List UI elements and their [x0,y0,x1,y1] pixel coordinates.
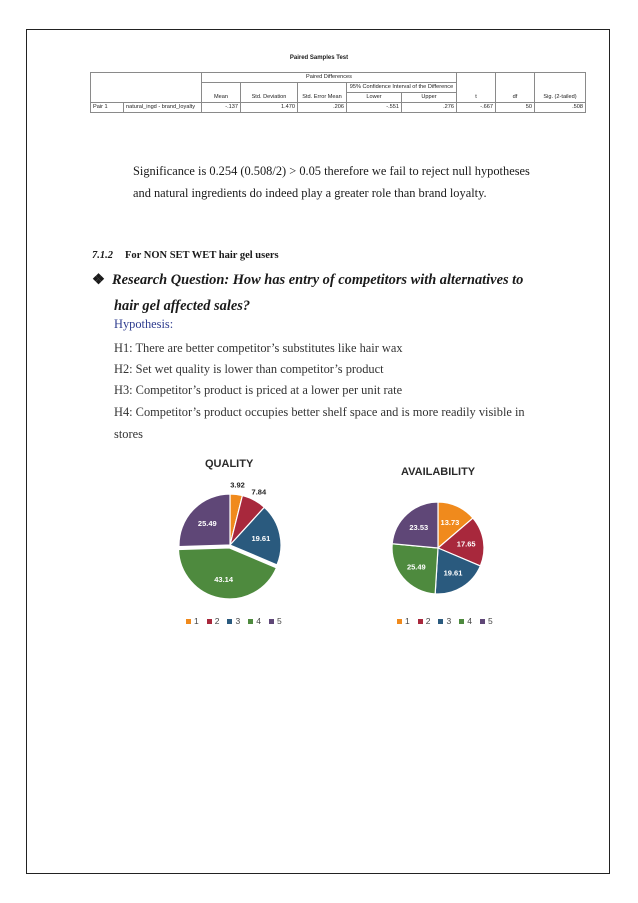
cell-upper: .276 [402,103,457,113]
legend-item-2 [418,616,431,626]
diamond-bullet-icon: ❖ [92,272,105,288]
hypothesis-1: H1: There are better competitor’s substitutes like hair wax [114,341,403,355]
legend-item-5 [480,616,493,626]
legend-item-3 [438,616,451,626]
section-number: 7.1.2 [92,250,113,261]
legend-item-1 [397,616,410,626]
section-heading [92,250,279,261]
legend-swatch-1 [186,619,191,624]
legend-label-4: 4 [256,616,261,626]
table-corner [91,73,202,103]
cell-sig: .508 [535,103,586,113]
legend-item-3 [227,616,240,626]
ci-header: 95% Confidence Interval of the Difference [347,83,457,93]
availability-chart-title: AVAILABILITY [401,466,476,478]
hypothesis-4: H4: Competitor’s product occupies better shelf space and is more readily visible in [114,405,525,419]
col-t: t [457,73,496,103]
quality-legend [186,616,282,626]
legend-label-3: 3 [235,616,241,626]
legend-swatch-3 [227,619,232,624]
cell-df: 50 [496,103,535,113]
cell-mean: -.137 [202,103,241,113]
col-upper: Upper [402,93,457,103]
pie-data-label-2: 7.84 [251,487,267,497]
research-question-line-2: hair gel affected sales? [114,298,251,314]
legend-swatch-2 [207,619,212,624]
legend-item-1 [186,616,199,626]
legend-item-5 [269,616,282,626]
paired-samples-table [90,72,586,113]
pair-variables: natural_ingd - brand_loyalty [124,103,202,113]
col-lower: Lower [347,93,402,103]
col-mean: Mean [202,83,241,103]
pie-data-label-3: 19.61 [443,568,463,578]
col-std-err: Std. Error Mean [298,83,347,103]
hypothesis-4-continued: stores [114,427,143,441]
pie-data-label-5: 23.53 [409,522,429,532]
legend-label-2: 2 [425,616,431,626]
hypothesis-2: H2: Set wet quality is lower than competitor’s product [114,362,384,376]
hypothesis-3: H3: Competitor’s product is priced at a lower per unit rate [114,383,403,397]
pair-label: Pair 1 [91,103,124,113]
legend-swatch-3 [438,619,443,624]
pie-data-label-3: 19.61 [251,534,271,544]
section-title: For NON SET WET hair gel users [125,250,279,261]
research-question [92,267,562,319]
legend-label-5: 5 [487,616,493,626]
research-question-line-1: Research Question: How has entry of competitors with alternatives to [112,272,524,288]
significance-line-2: and natural ingredients do indeed play a greater role than brand loyalty. [133,186,487,200]
legend-label-2: 2 [214,616,220,626]
paired-differences-header: Paired Differences [202,73,457,83]
legend-item-4 [459,616,472,626]
cell-std-dev: 1.470 [241,103,298,113]
significance-line-1: Significance is 0.254 (0.508/2) > 0.05 therefore we fail to reject null hypotheses [133,164,530,178]
legend-label-1: 1 [405,616,410,626]
page-border [26,29,610,874]
col-df: df [496,73,535,103]
cell-t: -.667 [457,103,496,113]
availability-pie-chart [388,498,488,598]
legend-swatch-2 [418,619,423,624]
pie-data-label-1: 3.92 [230,480,245,490]
legend-swatch-4 [248,619,253,624]
pie-data-label-1: 13.73 [440,518,460,528]
hypothesis-label: Hypothesis: [114,317,174,331]
cell-lower: -.551 [347,103,402,113]
availability-legend [397,616,493,626]
spss-table-title: Paired Samples Test [289,55,349,61]
legend-item-4 [248,616,261,626]
pie-data-label-4: 25.49 [406,562,426,572]
pie-data-label-4: 43.14 [214,575,234,585]
legend-swatch-5 [480,619,485,624]
col-std-dev: Std. Deviation [241,83,298,103]
legend-label-5: 5 [276,616,282,626]
legend-swatch-5 [269,619,274,624]
quality-chart-title: QUALITY [205,458,254,470]
legend-swatch-4 [459,619,464,624]
pie-data-label-2: 17.65 [456,539,476,549]
legend-item-2 [207,616,220,626]
pie-data-label-5: 25.49 [197,518,217,528]
quality-pie-chart [175,480,285,600]
legend-swatch-1 [397,619,402,624]
legend-label-1: 1 [194,616,199,626]
legend-label-3: 3 [446,616,452,626]
cell-std-err: .206 [298,103,347,113]
col-sig: Sig. (2-tailed) [535,73,586,103]
legend-label-4: 4 [467,616,472,626]
